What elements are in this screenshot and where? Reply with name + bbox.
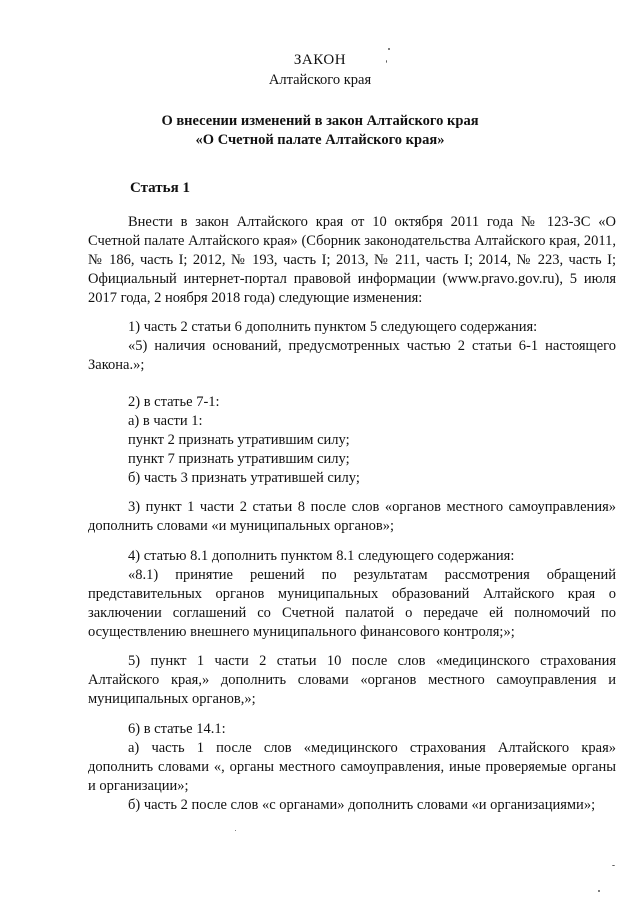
- item-1-quote: [88, 337, 616, 375]
- item-2-b: б) часть 3 признать утратившей силу;: [128, 470, 360, 486]
- item-5: [88, 652, 616, 709]
- item-2-a-1: пункт 2 признать утратившим силу;: [128, 432, 350, 448]
- scan-speck: [388, 48, 390, 50]
- item-6: 6) в статье 14.1:: [128, 721, 226, 737]
- item-3: [88, 498, 616, 536]
- item-6-b: [88, 796, 616, 815]
- scan-speck: [386, 60, 387, 63]
- law-title: ЗАКОН: [293, 52, 347, 68]
- item-6-a: [88, 739, 616, 796]
- scan-speck: [235, 830, 236, 831]
- item-4: [88, 547, 616, 566]
- item-6-a-text: а) часть 1 после слов «медицинского страхования Алтайского края» дополнить словами «, органы местного самоуправления, иные проверяемые органы и организации»;: [88, 740, 616, 794]
- item-4-quote-text: «8.1) принятие решений по результатам рассмотрения обращений представительных органов муниципальных образований Алтайского края о заключении соглашений со Счетной палатой о передаче ей полномочий по осуществлению внешнего муниципального финансового контроля;»;: [88, 567, 616, 640]
- item-4-text: 4) статью 8.1 дополнить пунктом 8.1 следующего содержания:: [128, 548, 515, 564]
- item-2: 2) в статье 7-1:: [128, 394, 220, 410]
- item-1-quote-text: «5) наличия оснований, предусмотренных частью 2 статьи 6-1 настоящего Закона.»;: [88, 338, 616, 373]
- item-3-text: 3) пункт 1 части 2 статьи 8 после слов «органов местного самоуправления» дополнить словами «и муниципальных органов»;: [88, 499, 616, 534]
- item-6-b-text: б) часть 2 после слов «с органами» дополнить словами «и организациями»;: [128, 797, 596, 813]
- item-1-text: 1) часть 2 статьи 6 дополнить пунктом 5 следующего содержания:: [128, 319, 538, 335]
- item-2-a-2: пункт 7 признать утратившим силу;: [128, 451, 350, 467]
- law-subject-line-2: «О Счетной палате Алтайского края»: [195, 132, 445, 148]
- law-region: Алтайского края: [268, 72, 372, 88]
- scan-speck: [612, 865, 615, 866]
- item-4-quote: [88, 566, 616, 642]
- article-intro: [88, 213, 616, 308]
- item-5-text: 5) пункт 1 части 2 статьи 10 после слов «медицинского страхования Алтайского края,» дополнить словами «органов местного самоуправления и муниципальных органов,»;: [88, 653, 616, 707]
- article-heading: Статья 1: [130, 180, 190, 196]
- article-intro-text: Внести в закон Алтайского края от 10 октября 2011 года № 123-ЗС «О Счетной палате Алтайского края» (Сборник законодательства Алтайского края, 2011, № 186, часть I; 2012, № 193, часть I; 2013, № 211, часть I; 2014, № 223, часть I; Официальный интернет-портал правовой информации (www.pravo.gov.ru), 5 июля 2017 года, 2 ноября 2018 года) следующие изменения:: [88, 214, 616, 306]
- scan-speck: [598, 890, 600, 892]
- item-2-a: а) в части 1:: [128, 413, 203, 429]
- item-1: [88, 318, 616, 337]
- law-subject-line-1: О внесении изменений в закон Алтайского края: [161, 113, 479, 129]
